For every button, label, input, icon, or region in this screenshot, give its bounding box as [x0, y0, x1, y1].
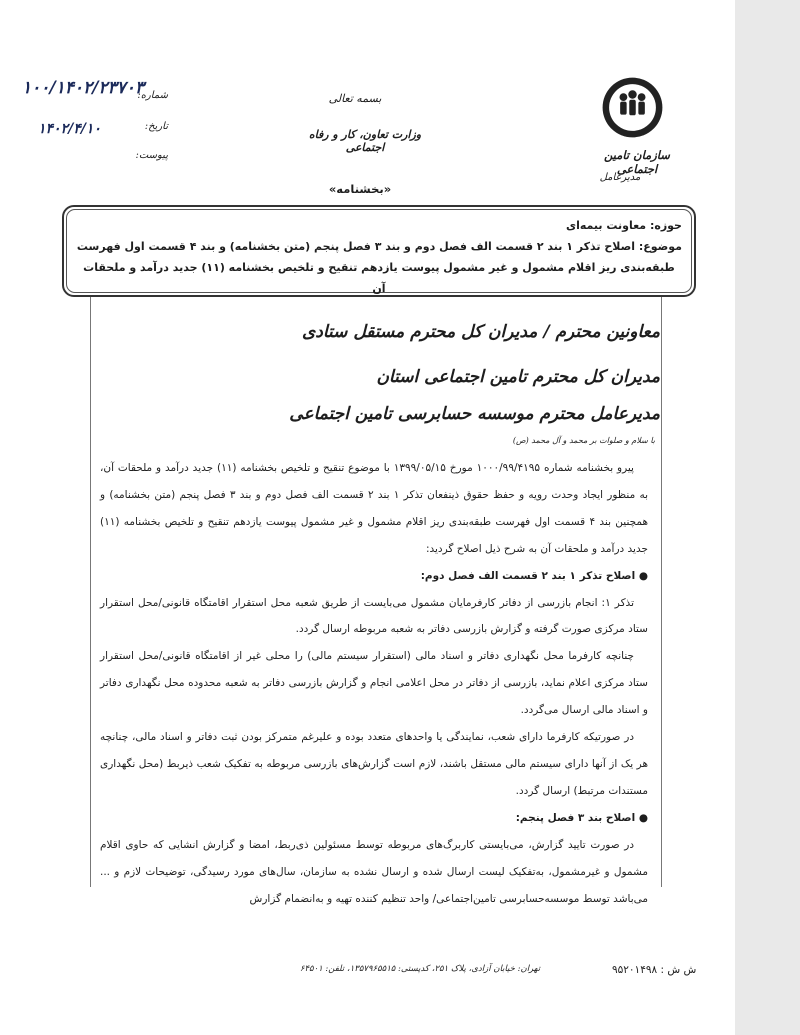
- letter-body: [100, 455, 648, 912]
- social-security-logo-icon: [600, 75, 665, 140]
- section-heading-2: ● اصلاح بند ۳ فصل پنجم:: [515, 811, 648, 824]
- org-name: سازمان تامین اجتماعی: [604, 148, 670, 176]
- body-paragraph-3: در صورتیکه کارفرما دارای شعب، نمایندگی یا واحدهای متعدد بوده و علیرغم متمرکز بودن ثبت دفاتر و اسناد مالی، چنانچه هر یک از آنها دارای سیستم مالی مستقل باشند، لازم است گزارش‌های بازرسی مربوطه به تفکیک شعب ذیربط (محل نگهداری مستندات مرتبط) ارسال گردد.: [100, 731, 648, 797]
- org-subtitle: مدیرعامل: [599, 172, 641, 183]
- ministry-name: وزارت تعاون، کار و رفاه اجتماعی: [308, 128, 422, 154]
- greeting: با سلام و صلوات بر محمد و آل محمد (ص): [512, 436, 655, 445]
- subject-box: [62, 205, 696, 297]
- subject-line-2: طبقه‌بندی ریز اقلام مشمول و غیر مشمول پیوست یازدهم تنقیح و تلخیص بخشنامه (۱۱) جدید درآمد و ملحقات آن: [83, 261, 675, 295]
- footer-postal-code: ش ش : ۹۵۲۰۱۴۹۸: [612, 964, 697, 976]
- letter-date-label: تاریخ:: [144, 121, 168, 132]
- addressee-2: مدیران کل محترم تامین اجتماعی استان: [376, 367, 660, 387]
- letter-attachment-label: پیوست:: [135, 150, 168, 161]
- letter-date-value: ۱۴۰۲/۴/۱۰: [38, 121, 101, 137]
- letter-number-value: ۱۰۰/۱۴۰۲/۲۳۷۰۳: [22, 78, 144, 98]
- footer-address: تهران: خیابان آزادی، پلاک ۲۵۱، کدپستی: ۱۳۵۷۹۶۵۵۱۵، تلفن: ۶۴۵۰۱: [299, 964, 541, 974]
- letter-number-label: شماره:: [137, 90, 168, 101]
- subject-line-1: موضوع: اصلاح تذکر ۱ بند ۲ قسمت الف فصل دوم و بند ۳ فصل پنجم (متن بخشنامه) و بند ۴ قسمت اول فهرست: [76, 240, 682, 253]
- body-paragraph-4: در صورت تایید گزارش، می‌بایستی کاربرگ‌های مربوطه توسط مسئولین ذی‌ربط، امضا و گزارش انشایی که حاوی اقلام مشمول و غیرمشمول، به‌تفکیک لیست ارسال شده و ارسال نشده به سازمان، سال‌های مورد رسیدگی، توضیحات لازم و ... می‌باشد توسط موسسه‌حسابرسی تامین‌اجتماعی/ واحد تنظیم کننده تهیه و به‌انضمام گزارش: [100, 838, 648, 905]
- body-paragraph-2: چنانچه کارفرما محل نگهداری دفاتر و اسناد مالی (استقرار سیستم مالی) را محلی غیر از اقامتگاه قانونی/محل استقرار ستاد مرکزی اعلام نماید، بازرسی از دفاتر در محل اعلامی انجام و گزارش بازرسی دفاتر به شعبه محدوده محل نگهداری دفاتر و اسناد مالی ارسال می‌گردد.: [100, 650, 648, 717]
- addressee-3: مدیرعامل محترم موسسه حسابرسی تامین اجتماعی: [289, 404, 660, 424]
- section-heading-1: ● اصلاح تذکر ۱ بند ۲ قسمت الف فصل دوم:: [420, 569, 648, 582]
- subject-domain: حوزه: معاونت بیمه‌ای: [566, 219, 682, 232]
- basmala: بسمه تعالی: [328, 92, 382, 105]
- document-type: «بخشنامه»: [328, 182, 392, 196]
- body-paragraph-1: تذکر ۱: انجام بازرسی از دفاتر کارفرمایان مشمول می‌بایست از طریق شعبه محل استقرار اقامتگاه قانونی/محل استقرار ستاد مرکزی صورت گرفته و گزارش بازرسی دفاتر به شعبه مربوطه ارسال گردد.: [100, 596, 648, 636]
- body-intro: پیرو بخشنامه شماره ۱۰۰۰/۹۹/۴۱۹۵ مورخ ۱۳۹۹/۰۵/۱۵ با موضوع تنقیح و تلخیص بخشنامه (۱۱) جدید درآمد و ملحقات آن، به منظور ایجاد وحدت رویه و حفظ حقوق ذینفعان تذکر ۱ بند ۲ قسمت الف فصل دوم و بند ۳ فصل پنجم (متن بخشنامه) و همچنین بند ۴ قسمت اول فهرست طبقه‌بندی ریز اقلام مشمول و غیر مشمول پیوست یازدهم تنقیح و تلخیص بخشنامه (۱۱) جدید درآمد و ملحقات آن به شرح ذیل اصلاح گردید:: [100, 462, 649, 555]
- addressee-1: معاونین محترم / مدیران کل محترم مستقل ستادی: [302, 322, 660, 342]
